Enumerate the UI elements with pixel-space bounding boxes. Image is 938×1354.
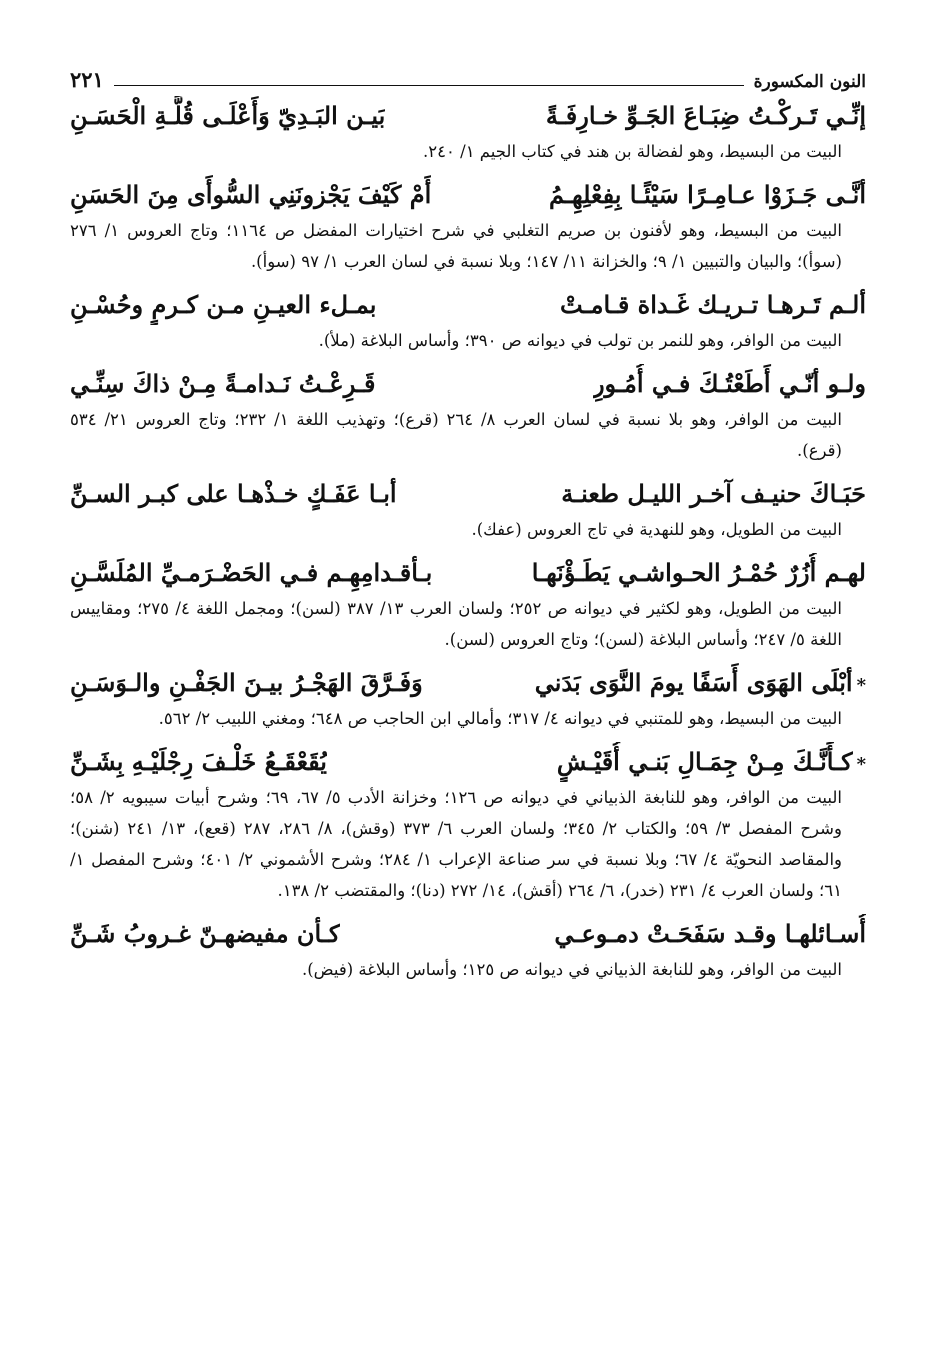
- verse-line: [70, 175, 866, 215]
- verse-entry: [70, 96, 866, 167]
- verse-entry: [70, 364, 866, 466]
- first-hemistich-text: ولـو أنّـي أَطَعْتُـكَ فـي أُمُـورِ: [592, 369, 866, 398]
- verse-source-note: البيت من الوافر، وهو بلا نسبة في لسان العرب ٨/ ٢٦٤ (قرع)؛ وتهذيب اللغة ١/ ٢٣٢؛ وتاج العروس ٢١/ ٥٣٤ (قرع).: [70, 410, 842, 460]
- verse-line: [70, 285, 866, 325]
- page-header: [70, 58, 866, 92]
- first-hemistich-text: حَبَـاكَ حنيـف آخـر الليـل طعنـة: [561, 479, 866, 508]
- verse-line: [70, 914, 866, 954]
- verse-source-note: البيت من البسيط، وهو للمتنبي في ديوانه ٤/ ٣١٧؛ وأمالي ابن الحاجب ص ٦٤٨؛ ومغني اللبيب ٢/ ٥٦٢.: [158, 709, 842, 728]
- verse-entry: [70, 742, 866, 906]
- running-head: النون المكسورة: [753, 72, 866, 92]
- verse-line: [70, 553, 866, 593]
- first-hemistich-text: إنِّـي تَـركْـتُ ضِبَـاعَ الجَـوِّ خـارِفَـةً: [545, 101, 866, 130]
- first-hemistich: [554, 914, 866, 954]
- verse-source-note: البيت من الوافر، وهو للنابغة الذبياني في ديوانه ص ١٢٦؛ وخزانة الأدب ٥/ ٦٧، ٦٩؛ وشرح أبيات سيبويه ٢/ ٥٨؛ وشرح المفصل ٣/ ٥٩؛ والكتاب ٢/ ٣٤٥؛ ولسان العرب ٦/ ٣٧٣ (وقش)، ٨/ ٢٨٦، ٢٨٧ (قعع)، ١٣/ ٢٤١ (شنن)؛ والمقاصد النحويّة ٤/ ٦٧؛ وبلا نسبة في سر صناعة الإعراب ١/ ٢٨٤؛ وشرح الأشموني ٢/ ٤٠١؛ وشرح المفصل ١/ ٦١؛ ولسان العرب ٤/ ٢٣١ (خدر)، ٦/ ٢٦٤ (أقش)، ١٤/ ٢٧٢ (دنا)؛ والمقتضب ٢/ ١٣٨.: [70, 788, 842, 900]
- verse-entries: [70, 96, 866, 985]
- header-rule: [114, 85, 744, 86]
- verse-source-note: البيت من الوافر، وهو للنمر بن تولب في ديوانه ص ٣٩٠؛ وأساس البلاغة (ملأ).: [318, 331, 842, 350]
- second-hemistich: بمـلء العيـنِ مـن كـرمٍ وحُسْـنِ: [70, 290, 377, 319]
- first-hemistich-text: أُسـائلهـا وقـد سَفَحَـتْ دمـوعـي: [554, 919, 866, 948]
- verse-line: [70, 742, 866, 782]
- verse-entry: [70, 175, 866, 277]
- second-hemistich: بَيـن البَـدِيّ وَأَعْلَـى قُلَّـةِ الْحَسَـنِ: [70, 101, 386, 130]
- first-hemistich: [561, 474, 866, 514]
- first-hemistich: [560, 285, 866, 325]
- verse-marker: *: [856, 754, 866, 775]
- verse-line: [70, 474, 866, 514]
- second-hemistich: وَفَـرَّقَ الهَجْـرُ بيـنَ الجَفْـنِ والـوَسَـنِ: [70, 668, 423, 697]
- first-hemistich: [535, 663, 866, 703]
- first-hemistich: [532, 553, 866, 593]
- verse-source-note: البيت من الطويل، وهو لكثير في ديوانه ص ٢٥٢؛ ولسان العرب ١٣/ ٣٨٧ (لسن)؛ ومجمل اللغة ٤/ ٢٧٥؛ ومقاييس اللغة ٥/ ٢٤٧؛ وأساس البلاغة (لسن)؛ وتاج العروس (لسن).: [70, 599, 843, 649]
- verse-source-note: البيت من الطويل، وهو للنهدية في تاج العروس (عفك).: [471, 520, 842, 539]
- verse-line: [70, 663, 866, 703]
- verse-entry: [70, 553, 866, 655]
- second-hemistich: كـأن مفيضهـنّ غـروبُ شَـنِّ: [70, 919, 341, 948]
- verse-line: [70, 364, 866, 404]
- page-number: ٢٢١: [70, 67, 104, 92]
- verse-source-note: البيت من البسيط، وهو لفضالة بن هند في كتاب الجيم ١/ ٢٤٠.: [423, 142, 842, 161]
- first-hemistich: [593, 364, 866, 404]
- second-hemistich: أبـا عَفَـكٍ خـذْهـا على كبـر السـنِّ: [70, 479, 397, 508]
- first-hemistich-text: ألـم تَـرهـا تـريـك غَـداة قـامـتْ: [560, 290, 866, 319]
- verse-source-note: البيت من الوافر، وهو للنابغة الذبياني في ديوانه ص ١٢٥؛ وأساس البلاغة (فيض).: [301, 960, 842, 979]
- verse-line: [70, 96, 866, 136]
- second-hemistich: أَمْ كَيْفَ يَجْزونَنِي السُّوأَى مِنَ الحَسَنِ: [70, 180, 432, 209]
- verse-entry: [70, 663, 866, 734]
- first-hemistich-text: أنَّـى جَـزَوْا عـامِـرًا سَيْئًـا بِفِعْلِهِـمُ: [549, 180, 866, 209]
- first-hemistich: [557, 742, 866, 782]
- first-hemistich: [546, 96, 866, 136]
- verse-entry: [70, 914, 866, 985]
- verse-source-note: البيت من البسيط، وهو لأفنون بن صريم التغلبي في شرح اختيارات المفضل ص ١١٦٤؛ وتاج العروس ١/ ٢٧٦ (سوأ)؛ والبيان والتبيين ١/ ٩؛ والخزانة ١١/ ١٤٧؛ وبلا نسبة في لسان العرب ١/ ٩٧ (سوأ).: [70, 221, 842, 271]
- first-hemistich-text: كـأَنَّـكَ مِـنْ جِمَـالِ بَنـي أُقَيْـشٍ: [556, 747, 853, 776]
- second-hemistich: يُقَعْقَـعُ خَلْـفَ رِجْلَيْـهِ بِشَـنِّ: [70, 747, 327, 776]
- first-hemistich-text: أبْلَى الهَوَى أَسَفًا يومَ النَّوَى بَدَني: [534, 668, 853, 697]
- verse-entry: [70, 285, 866, 356]
- first-hemistich: [549, 175, 866, 215]
- second-hemistich: قَـرِعْـتُ نَـدامـةً مِـنْ ذاكَ سِنِّـي: [70, 369, 376, 398]
- second-hemistich: بـأقـدامِهِـم فـي الحَضْـرَمـيِّ المُلَسَّـنِ: [70, 558, 433, 587]
- verse-marker: *: [856, 675, 866, 696]
- verse-entry: [70, 474, 866, 545]
- first-hemistich-text: لهـم أُزُرٌ حُمْـرُ الحـواشـي يَطَـؤْنَهـا: [531, 558, 866, 587]
